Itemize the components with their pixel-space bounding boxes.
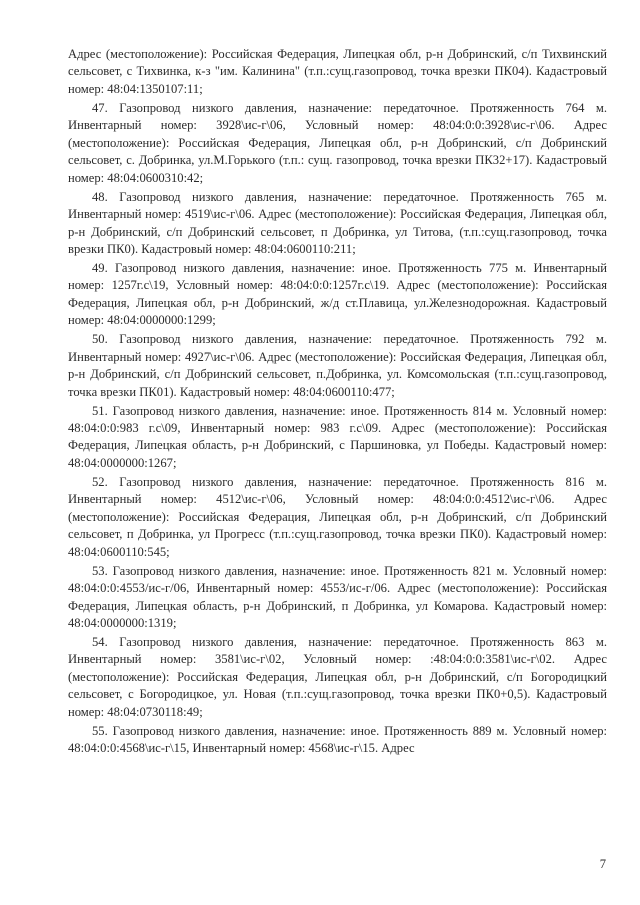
paragraph-item-48: 48. Газопровод низкого давления, назначение: передаточное. Протяженность 765 м. Инвентарный номер: 4519\ис-г\06. Адрес (местоположение): Российская Федерация, Липецкая обл, р-н Добринский, с/п Добринский сельсовет, п Добринка, ул Титова, (т.п.:сущ.газопровод, точка врезки ПК0). Кадастровый номер: 48:04:0600110:211;: [68, 189, 607, 256]
document-body: [68, 46, 607, 758]
paragraph-item-51: 51. Газопровод низкого давления, назначение: иное. Протяженность 814 м. Условный номер: 48:04:0:0:983 г.с\09, Инвентарный номер: 983 г.с\09. Адрес (местоположение): Российская Федерация, Липецкая область, р-н Добринский, с Паршиновка, ул Победы. Кадастровый номер: 48:04:0000000:1267;: [68, 403, 607, 470]
paragraph-item-49: 49. Газопровод низкого давления, назначение: иное. Протяженность 775 м. Инвентарный номер: 1257г.с\19, Условный номер: 48:04:0:0:1257г.с\19. Адрес (местоположение): Российская Федерация, Липецкая обл, р-н Добринский, ж/д ст.Плавица, ул.Железнодорожная. Кадастровый номер: 48:04:0000000:1299;: [68, 260, 607, 328]
paragraph-item-52: 52. Газопровод низкого давления, назначение: передаточное. Протяженность 816 м. Инвентарный номер: 4512\ис-г\06, Условный номер: 48:04:0:0:4512\ис-г\06. Адрес (местоположение): Российская Федерация, Липецкая обл, р-н Добринский, с/п Добринский сельсовет, п Добринка, ул Прогресс (т.п.:сущ.газопровод, точка врезки ПК0). Кадастровый номер: 48:04:0600110:545;: [68, 474, 607, 559]
paragraph-item-46-continuation: Адрес (местоположение): Российская Федерация, Липецкая обл, р-н Добринский, с/п Тихвинский сельсовет, с Тихвинка, к-з "им. Калинина" (т.п.:сущ.газопровод, точка врезки ПК04). Кадастровый номер: 48:04:1350107:11;: [68, 47, 607, 96]
paragraph-item-50: 50. Газопровод низкого давления, назначение: передаточное. Протяженность 792 м. Инвентарный номер: 4927\ис-г\06. Адрес (местоположение): Российская Федерация, Липецкая обл, р-н Добринский, с/п Добринский сельсовет, п.Добринка, ул. Комсомольская (т.п.:сущ.газопровод, точка врезки ПК01). Кадастровый номер: 48:04:0600110:477;: [68, 332, 607, 399]
paragraph-item-53: 53. Газопровод низкого давления, назначение: иное. Протяженность 821 м. Условный номер: 48:04:0:0:4553/ис-г/06, Инвентарный номер: 4553/ис-г/06. Адрес (местоположение): Российская Федерация, Липецкая область, р-н Добринский, п Добринка, ул Комарова. Кадастровый номер: 48:04:0000000:1319;: [68, 563, 607, 630]
paragraph-item-47: 47. Газопровод низкого давления, назначение: передаточное. Протяженность 764 м. Инвентарный номер: 3928\ис-г\06, Условный номер: 48:04:0:0:3928\ис-г\06. Адрес (местоположение): Российская Федерация, Липецкая обл, р-н Добринский, с/п Добринский сельсовет, с. Добринка, ул.М.Горького (т.п.: сущ. газопровод, точка врезки ПК32+17). Кадастровый номер: 48:04:0600310:42;: [68, 100, 607, 185]
paragraph-item-54: 54. Газопровод низкого давления, назначение: передаточное. Протяженность 863 м. Инвентарный номер: 3581\ис-г\02, Условный номер: :48:04:0:0:3581\ис-г\02. Адрес (местоположение): Российская Федерация, Липецкая обл, р-н Добринский, с/п Богородицкий сельсовет, с Богородицкое, ул. Новая (т.п.:сущ.газопровод, точка врезки ПК0+0,5). Кадастровый номер: 48:04:0730118:49;: [68, 634, 607, 719]
paragraph-item-55: 55. Газопровод низкого давления, назначение: иное. Протяженность 889 м. Условный номер: 48:04:0:0:4568\ис-г\15, Инвентарный номер: 4568\ис-г\15. Адрес: [68, 723, 607, 756]
page-number: 7: [599, 857, 606, 871]
